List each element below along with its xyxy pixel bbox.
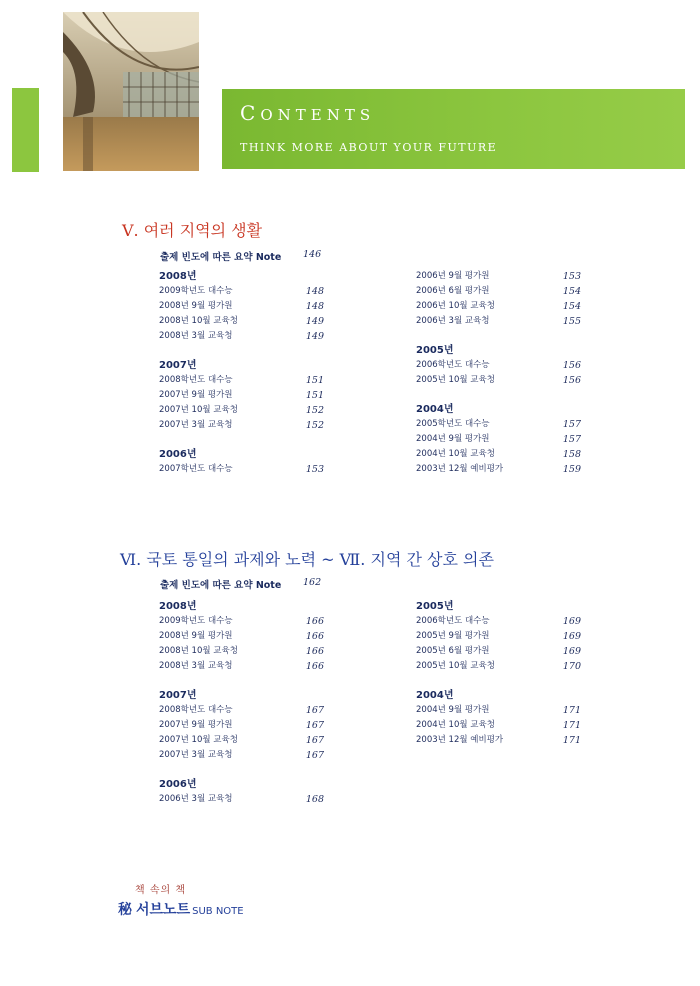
year-group <box>159 447 324 477</box>
toc-entry[interactable] <box>416 314 581 329</box>
toc-entry-label: 2005년 9월 평가원 <box>416 631 490 641</box>
toc-entry[interactable] <box>159 373 324 388</box>
toc-entry-label: 2007년 10월 교육청 <box>159 735 238 745</box>
year-group <box>416 599 581 674</box>
toc-entry-page: 166 <box>305 631 324 642</box>
toc-entry-page: 171 <box>562 720 581 731</box>
year-heading: 2007년 <box>159 360 197 371</box>
toc-entry-page: 148 <box>305 301 324 312</box>
toc-entry-label: 2006년 10월 교육청 <box>416 301 495 311</box>
toc-entry-label: 2004년 10월 교육청 <box>416 720 495 730</box>
toc-entry-page: 157 <box>562 434 581 445</box>
toc-entry-page: 148 <box>305 286 324 297</box>
toc-entry-page: 151 <box>305 375 324 386</box>
toc-entry-page: 159 <box>562 464 581 475</box>
toc-entry-label: 2006년 3월 교육청 <box>159 794 233 804</box>
toc-entry-page: 169 <box>562 631 581 642</box>
toc-entry-label: 2003년 12월 예비평가 <box>416 735 504 745</box>
toc-entry-page: 153 <box>562 271 581 282</box>
toc-entry-label: 2008년 10월 교육청 <box>159 316 238 326</box>
toc-entry[interactable] <box>159 284 324 299</box>
toc-entry-label: 2003년 12월 예비평가 <box>416 464 504 474</box>
toc-entry-label: 2006년 9월 평가원 <box>416 271 490 281</box>
toc-entry-label: 2005년 10월 교육청 <box>416 661 495 671</box>
toc-entry-page: 167 <box>305 735 324 746</box>
toc-entry-page: 166 <box>305 616 324 627</box>
header-photo <box>63 12 199 171</box>
year-heading: 2007년 <box>159 690 197 701</box>
toc-entry-page: 154 <box>562 286 581 297</box>
toc-entry[interactable] <box>416 417 581 432</box>
toc-entry[interactable] <box>159 792 324 807</box>
year-heading: 2006년 <box>159 449 197 460</box>
year-heading: 2004년 <box>416 404 454 415</box>
toc-entry-page: 170 <box>562 661 581 672</box>
year-group <box>416 402 581 477</box>
toc-entry-label: 2007년 10월 교육청 <box>159 405 238 415</box>
toc-entry-label: 2006년 6월 평가원 <box>416 286 490 296</box>
toc-entry[interactable] <box>159 644 324 659</box>
toc-entry[interactable] <box>416 718 581 733</box>
secret-hanja: 秘 <box>118 902 132 918</box>
toc-entry[interactable] <box>159 418 324 433</box>
toc-entry-page: 169 <box>562 616 581 627</box>
toc-entry[interactable] <box>416 447 581 462</box>
toc-entry[interactable] <box>416 358 581 373</box>
year-heading: 2005년 <box>416 601 454 612</box>
section-6-right-column <box>416 599 581 762</box>
toc-entry-page: 152 <box>305 405 324 416</box>
year-group <box>159 688 324 763</box>
toc-entry-label: 2009학년도 대수능 <box>159 286 233 296</box>
year-heading: 2006년 <box>159 779 197 790</box>
architecture-illustration <box>63 12 199 171</box>
year-group <box>416 269 581 329</box>
toc-entry[interactable] <box>159 703 324 718</box>
toc-entry-page: 166 <box>305 646 324 657</box>
toc-entry-label: 2007년 3월 교육청 <box>159 420 233 430</box>
year-heading: 2008년 <box>159 271 197 282</box>
toc-entry[interactable] <box>159 388 324 403</box>
year-group <box>159 777 324 807</box>
toc-entry-page: 167 <box>305 720 324 731</box>
toc-entry-label: 2008년 9월 평가원 <box>159 631 233 641</box>
toc-entry-label: 2006학년도 대수능 <box>416 360 490 370</box>
summary-label: 출제 빈도에 따른 요약 Note <box>160 580 282 591</box>
toc-entry-page: 156 <box>562 360 581 371</box>
toc-entry-label: 2004년 9월 평가원 <box>416 705 490 715</box>
toc-entry[interactable] <box>159 299 324 314</box>
toc-entry-page: 149 <box>305 331 324 342</box>
toc-entry-label: 2007년 9월 평가원 <box>159 390 233 400</box>
year-group <box>416 688 581 748</box>
section-5-right-column <box>416 269 581 491</box>
toc-entry-page: 155 <box>562 316 581 327</box>
toc-entry-page: 169 <box>562 646 581 657</box>
year-heading: 2008년 <box>159 601 197 612</box>
section-5-left-column <box>159 269 324 491</box>
toc-entry[interactable] <box>159 659 324 674</box>
toc-entry[interactable] <box>159 462 324 477</box>
toc-entry-label: 2008학년도 대수능 <box>159 705 233 715</box>
contents-subtitle: THINK MORE ABOUT YOUR FUTURE <box>240 141 498 154</box>
toc-entry-label: 2004년 10월 교육청 <box>416 449 495 459</box>
toc-entry[interactable] <box>416 462 581 477</box>
toc-entry-label: 2008년 10월 교육청 <box>159 646 238 656</box>
toc-entry[interactable] <box>416 373 581 388</box>
year-group <box>159 269 324 344</box>
toc-entry[interactable] <box>159 748 324 763</box>
toc-entry[interactable] <box>416 644 581 659</box>
toc-entry-page: 158 <box>562 449 581 460</box>
toc-entry-label: 2004년 9월 평가원 <box>416 434 490 444</box>
contents-title-rest: ONTENTS <box>260 106 376 124</box>
toc-entry[interactable] <box>416 614 581 629</box>
toc-entry-label: 2007년 3월 교육청 <box>159 750 233 760</box>
toc-entry[interactable] <box>416 703 581 718</box>
toc-entry-label: 2007년 9월 평가원 <box>159 720 233 730</box>
toc-entry[interactable] <box>416 733 581 748</box>
toc-entry[interactable] <box>416 432 581 447</box>
toc-entry[interactable] <box>159 614 324 629</box>
toc-entry-label: 2008학년도 대수능 <box>159 375 233 385</box>
year-group <box>159 599 324 674</box>
year-group <box>159 358 324 433</box>
toc-entry-page: 153 <box>305 464 324 475</box>
toc-entry-label: 2005년 6월 평가원 <box>416 646 490 656</box>
year-heading: 2004년 <box>416 690 454 701</box>
toc-entry-label: 2005년 10월 교육청 <box>416 375 495 385</box>
toc-entry-page: 149 <box>305 316 324 327</box>
toc-entry-label: 2008년 3월 교육청 <box>159 661 233 671</box>
toc-entry-page: 152 <box>305 420 324 431</box>
toc-entry-label: 2008년 3월 교육청 <box>159 331 233 341</box>
contents-title <box>240 101 375 125</box>
contents-banner <box>222 89 685 169</box>
toc-entry[interactable] <box>416 269 581 284</box>
toc-entry[interactable] <box>159 629 324 644</box>
section-5-title: Ⅴ. 여러 지역의 생활 <box>122 221 263 240</box>
summary-label: 출제 빈도에 따른 요약 Note <box>160 252 282 263</box>
section-5-summary[interactable] <box>160 249 330 263</box>
toc-entry[interactable] <box>416 299 581 314</box>
year-heading: 2005년 <box>416 345 454 356</box>
summary-page: 146 <box>303 249 322 260</box>
toc-entry[interactable] <box>159 314 324 329</box>
toc-entry-page: 151 <box>305 390 324 401</box>
toc-entry-page: 166 <box>305 661 324 672</box>
toc-entry-label: 2006학년도 대수능 <box>416 616 490 626</box>
toc-entry-label: 2005학년도 대수능 <box>416 419 490 429</box>
toc-entry[interactable] <box>416 629 581 644</box>
toc-entry-page: 168 <box>305 794 324 805</box>
sub-note-logo <box>118 899 244 919</box>
toc-entry[interactable] <box>159 718 324 733</box>
section-6-7-title: Ⅵ. 국토 통일의 과제와 노력 ~ Ⅶ. 지역 간 상호 의존 <box>120 550 494 569</box>
toc-entry[interactable] <box>159 403 324 418</box>
toc-entry-page: 171 <box>562 705 581 716</box>
toc-entry-label: 2009학년도 대수능 <box>159 616 233 626</box>
toc-entry-page: 167 <box>305 750 324 761</box>
section-6-left-column <box>159 599 324 821</box>
toc-entry-page: 154 <box>562 301 581 312</box>
toc-entry[interactable] <box>159 733 324 748</box>
book-in-book-label: 책 속의 책 <box>135 885 186 896</box>
section-6-summary[interactable] <box>160 577 330 591</box>
toc-entry[interactable] <box>416 284 581 299</box>
toc-entry-page: 171 <box>562 735 581 746</box>
summary-page: 162 <box>303 577 322 588</box>
toc-entry[interactable] <box>159 329 324 344</box>
contents-title-cap: C <box>240 101 261 125</box>
sub-note-english: SUB NOTE <box>192 906 244 917</box>
toc-entry[interactable] <box>416 659 581 674</box>
toc-entry-page: 156 <box>562 375 581 386</box>
toc-entry-page: 167 <box>305 705 324 716</box>
year-group <box>416 343 581 388</box>
toc-entry-label: 2007학년도 대수능 <box>159 464 233 474</box>
toc-entry-label: 2006년 3월 교육청 <box>416 316 490 326</box>
sub-note-korean: 서브노트 <box>136 902 191 918</box>
green-accent-tab <box>12 88 39 172</box>
toc-entry-page: 157 <box>562 419 581 430</box>
toc-entry-label: 2008년 9월 평가원 <box>159 301 233 311</box>
